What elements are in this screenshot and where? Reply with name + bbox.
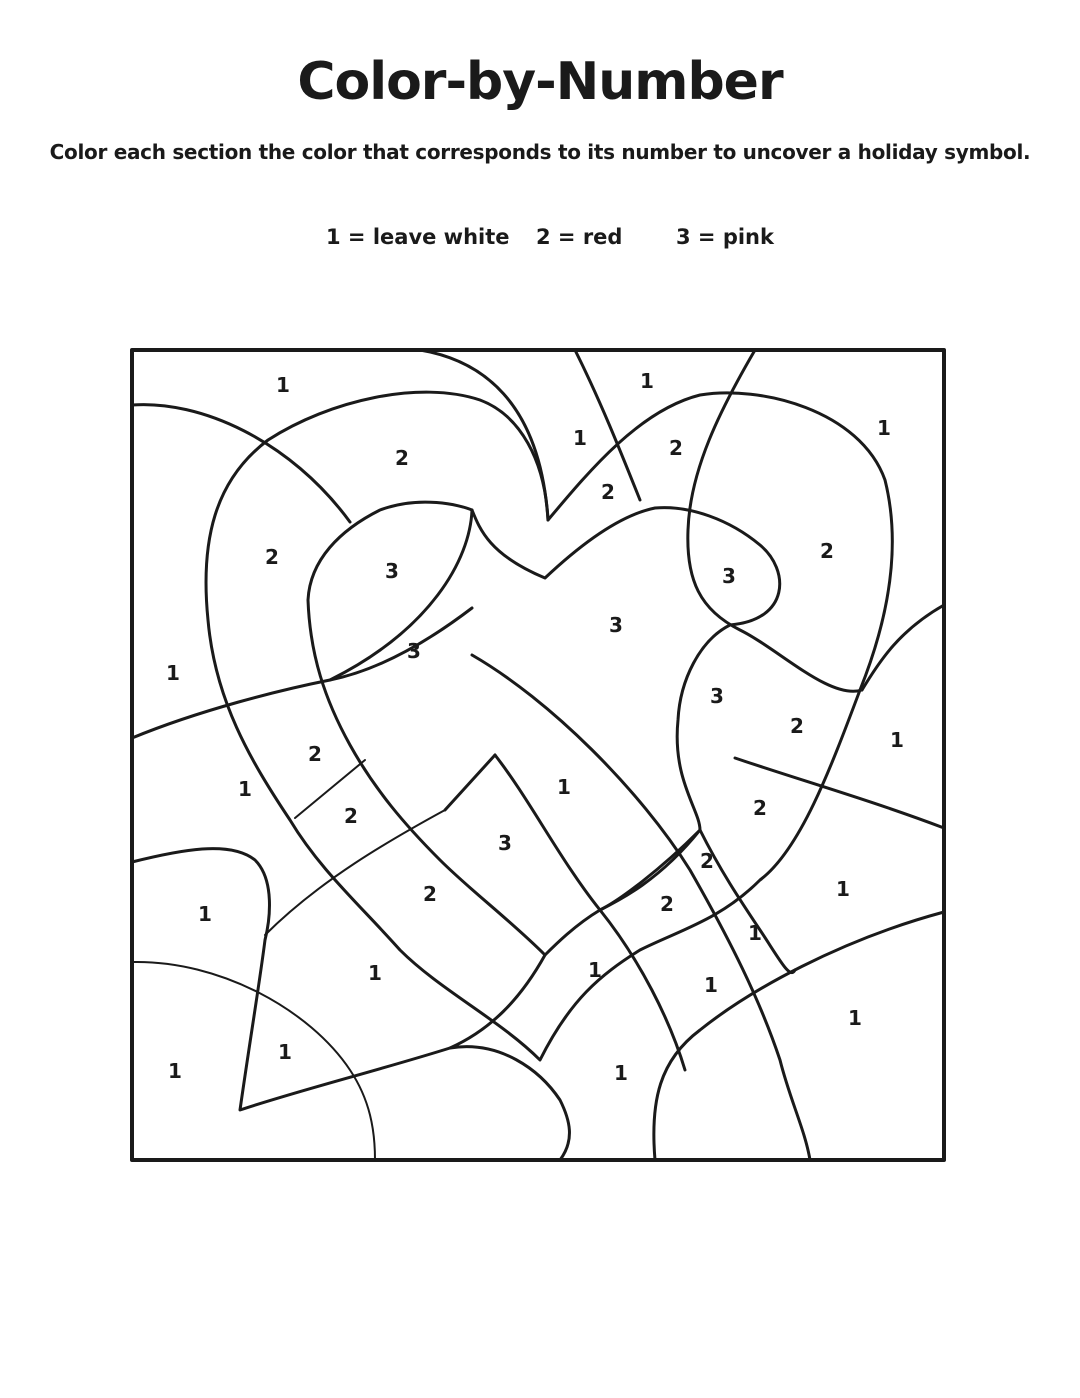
inner-roof-left (445, 755, 495, 810)
region-number: 2 (344, 804, 358, 828)
left-middle-curve (132, 608, 472, 738)
right-band-connector (600, 830, 700, 910)
region-number: 1 (588, 958, 602, 982)
diagonal-band-outer (472, 655, 810, 1160)
lower-left-shape (132, 849, 545, 1110)
region-number: 2 (308, 742, 322, 766)
region-number: 1 (557, 775, 571, 799)
left-top-curve (132, 405, 350, 522)
inner-diagonal (495, 755, 685, 1070)
region-number: 1 (168, 1059, 182, 1083)
region-number: 2 (669, 436, 683, 460)
region-number: 1 (368, 961, 382, 985)
region-number: 2 (790, 714, 804, 738)
region-number: 1 (573, 426, 587, 450)
region-number: 1 (640, 369, 654, 393)
region-numbers (166, 369, 904, 1085)
region-number: 2 (753, 796, 767, 820)
page-title: Color-by-Number (297, 52, 783, 112)
legend-item-pink: 3 = pink (676, 225, 774, 249)
region-number: 1 (166, 661, 180, 685)
region-number: 2 (395, 446, 409, 470)
region-number: 1 (238, 777, 252, 801)
region-number: 1 (198, 902, 212, 926)
top-curve-right (688, 350, 862, 691)
region-number: 2 (423, 882, 437, 906)
region-number: 1 (890, 728, 904, 752)
legend-item-red: 2 = red (536, 225, 623, 249)
legend-item-leave-white: 1 = leave white (326, 225, 510, 249)
region-number: 2 (820, 539, 834, 563)
region-number: 2 (700, 849, 714, 873)
region-number: 3 (498, 831, 512, 855)
bottom-bump (450, 1047, 569, 1160)
region-number: 1 (704, 973, 718, 997)
region-number: 3 (609, 613, 623, 637)
puzzle-outlines (132, 350, 944, 1160)
top-curve-left (420, 350, 548, 520)
region-number: 3 (722, 564, 736, 588)
region-number: 2 (601, 480, 615, 504)
puzzle-frame (132, 350, 944, 1160)
left-band-lower (265, 810, 445, 935)
region-number: 3 (385, 559, 399, 583)
region-number: 1 (836, 877, 850, 901)
heart-inner-outline (308, 502, 780, 955)
region-number: 3 (710, 684, 724, 708)
region-number: 2 (265, 545, 279, 569)
region-number: 3 (407, 639, 421, 663)
region-number: 1 (614, 1061, 628, 1085)
region-number: 1 (278, 1040, 292, 1064)
region-number: 1 (848, 1006, 862, 1030)
instructions-text: Color each section the color that corresponds to its number to uncover a holiday symbol. (49, 140, 1031, 164)
region-number: 2 (660, 892, 674, 916)
region-number: 1 (877, 416, 891, 440)
region-number: 1 (748, 921, 762, 945)
right-lower-line (700, 830, 795, 973)
region-number: 1 (276, 373, 290, 397)
